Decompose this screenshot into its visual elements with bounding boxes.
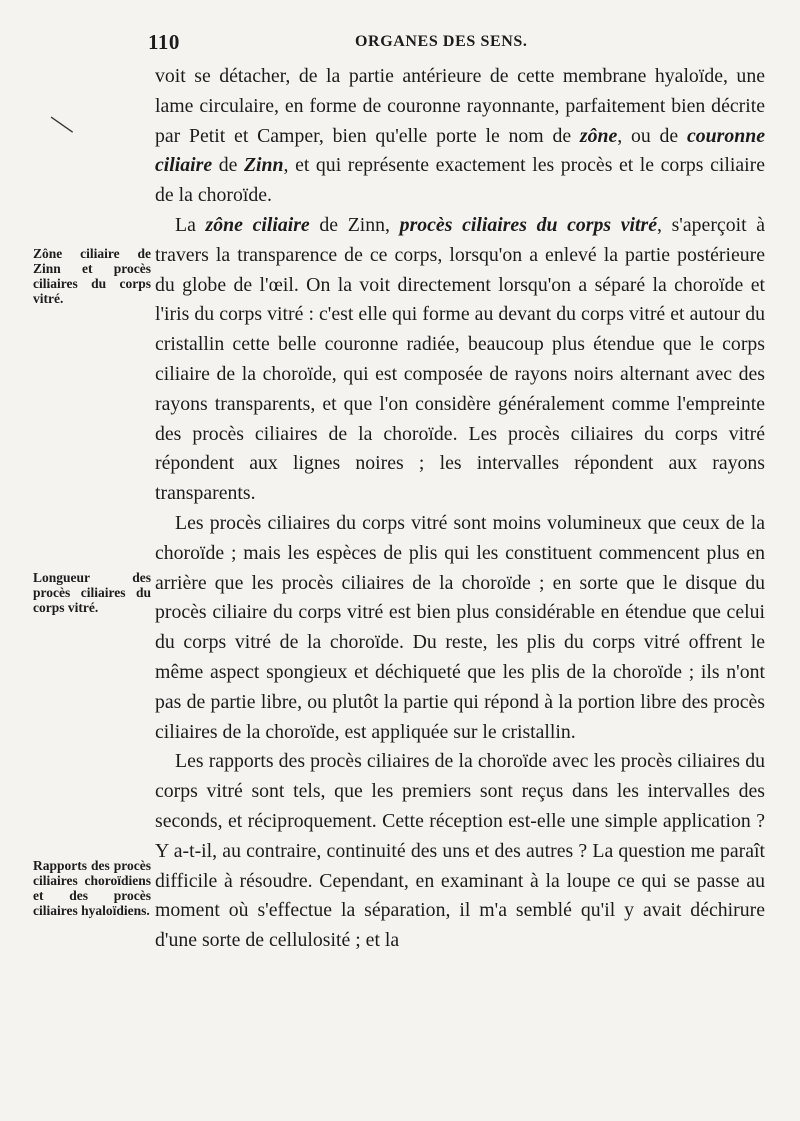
body-text <box>155 62 765 956</box>
paragraph-3: Les procès ciliaires du corps vitré sont moins volumineux que ceux de la choroïde ; mais les espèces de plis qui les constituent commencent plus en arrière que les procès ciliaires de la choroïde ; en sorte que le disque du procès ciliaire du corps vitré est bien plus considérable en étendue que celui du corps vitré de la choroïde. Du reste, les plis du corps vitré offrent le même aspect spongieux et déchiqueté que les plis de la choroïde ; ils n'ont pas de partie libre, ou plutôt la partie qui répond à la portion libre des procès ciliaires de la choroïde, est appliquée sur le cristallin. <box>155 511 765 743</box>
margin-note-longueur: Longueur des procès ciliaires du corps vitré. <box>33 570 151 615</box>
page-number: 110 <box>148 30 180 54</box>
margin-note-zone-ciliaire: Zône ciliaire de Zinn et procès ciliaires du corps vitré. <box>33 246 151 306</box>
paragraph-1: voit se détacher, de la partie antérieure de cette membrane hyaloïde, une lame circulaire, en forme de couronne rayonnante, parfaitement bien décrite par Petit et Camper, bien qu'elle porte le nom de zône, ou de couronne ciliaire de Zinn, et qui représente exactement les procès et le corps ciliaire de la choroïde. <box>155 65 765 207</box>
margin-note-rapports: Rapports des procès ciliaires choroïdiens et des procès ciliaires hyaloïdiens. <box>33 858 151 918</box>
paragraph-4: Les rapports des procès ciliaires de la choroïde avec les procès ciliaires du corps vitré sont tels, que les premiers sont reçus dans les intervalles des seconds, et réciproquement. Cette réception est-elle une simple application ? Y a-t-il, au contraire, continuité des uns et des autres ? La question me paraît difficile à résoudre. Cependant, en examinant à la loupe ce qui se passe au moment où s'effectue la séparation, il m'a semblé qu'il y avait déchirure d'une sorte de cellulosité ; et la <box>155 750 765 952</box>
paragraph-2: La zône ciliaire de Zinn, procès ciliaires du corps vitré, s'aperçoit à travers la transparence de ce corps, lorsqu'on a enlevé la partie postérieure du globe de l'œil. On la voit directement lorsqu'on a séparé la choroïde et l'iris du corps vitré : c'est elle qui forme au devant du corps vitré et autour du cristallin cette belle couronne radiée, beaucoup plus étendue que le corps ciliaire de la choroïde, qui est composée de rayons noirs alternant avec des rayons transparents, et que l'on considère généralement comme l'empreinte des procès ciliaires de la choroïde. Les procès ciliaires du corps vitré répondent aux lignes noires ; les intervalles répondent aux rayons transparents. <box>155 213 766 505</box>
pencil-mark-icon: — <box>44 103 83 142</box>
running-title: ORGANES DES SENS. <box>355 33 528 50</box>
